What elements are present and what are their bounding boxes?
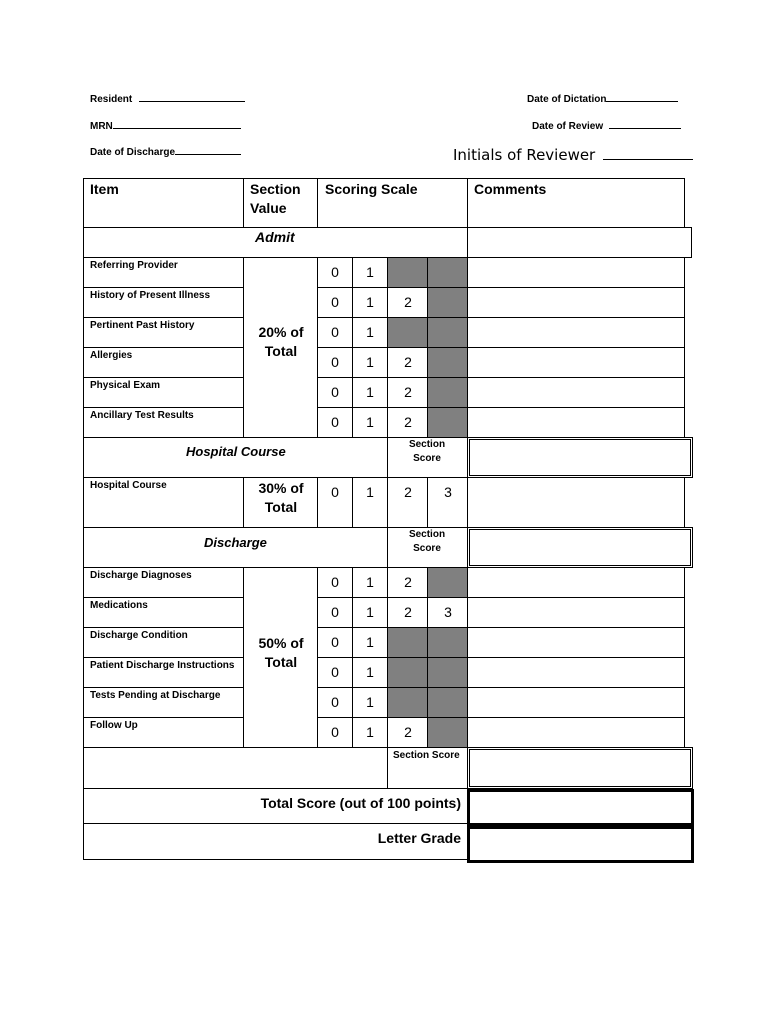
item-label: Referring Provider [90, 260, 178, 271]
item-label: Pertinent Past History [90, 320, 195, 331]
discharge-date-label: Date of Discharge [90, 147, 176, 158]
unavailable-score-cell [427, 257, 468, 288]
column-header-item: Item [90, 181, 119, 197]
comment-cell[interactable] [467, 287, 685, 318]
score-value: 1 [366, 724, 374, 740]
final-section-blank-cell [83, 747, 388, 789]
comment-cell[interactable] [467, 477, 685, 528]
mrn-label: MRN [90, 121, 113, 132]
score-value: 0 [331, 384, 339, 400]
unavailable-score-cell [427, 687, 468, 718]
score-value: 2 [404, 294, 412, 310]
unavailable-score-cell [427, 287, 468, 318]
discharge-section-title: Discharge [204, 535, 267, 550]
total-score-box[interactable] [467, 789, 694, 826]
comment-cell[interactable] [467, 567, 685, 598]
score-value: 1 [366, 354, 374, 370]
score-value: 0 [331, 414, 339, 430]
comment-cell[interactable] [467, 717, 685, 748]
admit-section-value: 20% of Total [258, 324, 304, 359]
comment-cell[interactable] [467, 377, 685, 408]
discharge-date-field[interactable] [90, 147, 241, 158]
review-date-line[interactable] [609, 128, 681, 129]
discharge-date-line[interactable] [175, 154, 241, 155]
score-value: 1 [366, 574, 374, 590]
item-label: Discharge Diagnoses [90, 570, 192, 581]
reviewer-initials-label: Initials of Reviewer [453, 146, 596, 164]
admit-header-comment-box[interactable] [467, 227, 692, 258]
score-value: 3 [444, 484, 452, 500]
item-label: Discharge Condition [90, 630, 188, 641]
letter-grade-box[interactable] [467, 826, 694, 863]
unavailable-score-cell [427, 407, 468, 438]
hospital-course-section-score-box[interactable] [467, 437, 693, 478]
item-label: Medications [90, 600, 148, 611]
item-label: Patient Discharge Instructions [90, 660, 235, 671]
unavailable-score-cell [387, 657, 428, 688]
hospital-course-section-title: Hospital Course [186, 444, 286, 459]
score-value: 1 [366, 264, 374, 280]
item-label: History of Present Illness [90, 290, 211, 301]
dictation-date-field[interactable] [527, 94, 678, 105]
score-value: 0 [331, 634, 339, 650]
column-header-scoring-scale: Scoring Scale [325, 181, 418, 197]
score-value: 1 [366, 384, 374, 400]
score-value: 0 [331, 484, 339, 500]
unavailable-score-cell [427, 377, 468, 408]
score-value: 1 [366, 664, 374, 680]
dictation-date-line[interactable] [606, 101, 678, 102]
comment-cell[interactable] [467, 627, 685, 658]
unavailable-score-cell [387, 687, 428, 718]
score-value: 1 [366, 634, 374, 650]
unavailable-score-cell [427, 717, 468, 748]
score-value: 0 [331, 694, 339, 710]
unavailable-score-cell [427, 347, 468, 378]
score-value: 1 [366, 324, 374, 340]
score-value: 2 [404, 724, 412, 740]
resident-field[interactable] [90, 94, 245, 105]
mrn-line[interactable] [113, 128, 241, 129]
score-value: 1 [366, 694, 374, 710]
discharge-section-score-box[interactable] [467, 527, 693, 568]
score-value: 0 [331, 354, 339, 370]
column-header-comments: Comments [474, 181, 547, 197]
score-value: 0 [331, 664, 339, 680]
score-value: 0 [331, 604, 339, 620]
resident-label: Resident [90, 94, 133, 105]
unavailable-score-cell [427, 567, 468, 598]
letter-grade-label: Letter Grade [377, 830, 461, 846]
score-value: 1 [366, 604, 374, 620]
comment-cell[interactable] [467, 597, 685, 628]
comment-cell[interactable] [467, 687, 685, 718]
score-value: 1 [366, 414, 374, 430]
reviewer-initials-line[interactable] [603, 159, 693, 160]
unavailable-score-cell [427, 317, 468, 348]
score-value: 2 [404, 384, 412, 400]
discharge-section-value: 50% of Total [258, 635, 304, 670]
resident-line[interactable] [139, 101, 245, 102]
review-date-field[interactable] [532, 121, 681, 132]
final-section-score-label: Section Score [393, 750, 460, 761]
comment-cell[interactable] [467, 257, 685, 288]
reviewer-initials-field[interactable] [453, 146, 693, 164]
score-value: 1 [366, 294, 374, 310]
dictation-date-label: Date of Dictation [527, 94, 607, 105]
comment-cell[interactable] [467, 317, 685, 348]
item-label: Ancillary Test Results [90, 410, 194, 421]
score-value: 0 [331, 724, 339, 740]
score-value: 3 [444, 604, 452, 620]
score-value: 0 [331, 264, 339, 280]
admit-section-title: Admit [255, 229, 295, 245]
unavailable-score-cell [427, 657, 468, 688]
unavailable-score-cell [387, 317, 428, 348]
unavailable-score-cell [387, 627, 428, 658]
score-value: 0 [331, 294, 339, 310]
unavailable-score-cell [387, 257, 428, 288]
total-score-label: Total Score (out of 100 points) [260, 795, 461, 811]
review-date-label: Date of Review [532, 121, 604, 132]
final-section-score-box[interactable] [467, 747, 693, 789]
score-value: 1 [366, 484, 374, 500]
column-header-section-value: Section Value [250, 181, 301, 216]
unavailable-score-cell [427, 627, 468, 658]
item-label: Follow Up [90, 720, 138, 731]
score-value: 2 [404, 574, 412, 590]
discharge-section-score-label: Section Score [408, 529, 446, 554]
mrn-field[interactable] [90, 121, 241, 132]
score-value: 2 [404, 414, 412, 430]
comment-cell[interactable] [467, 657, 685, 688]
item-label: Tests Pending at Discharge [90, 690, 221, 701]
score-value: 0 [331, 574, 339, 590]
comment-cell[interactable] [467, 407, 685, 438]
hospital-course-section-score-label: Section Score [408, 439, 446, 464]
score-value: 2 [404, 604, 412, 620]
score-value: 2 [404, 484, 412, 500]
item-label: Allergies [90, 350, 133, 361]
item-label: Hospital Course [90, 480, 167, 491]
comment-cell[interactable] [467, 347, 685, 378]
score-value: 0 [331, 324, 339, 340]
hospital-course-section-value: 30% of Total [258, 480, 304, 515]
item-label: Physical Exam [90, 380, 161, 391]
score-value: 2 [404, 354, 412, 370]
